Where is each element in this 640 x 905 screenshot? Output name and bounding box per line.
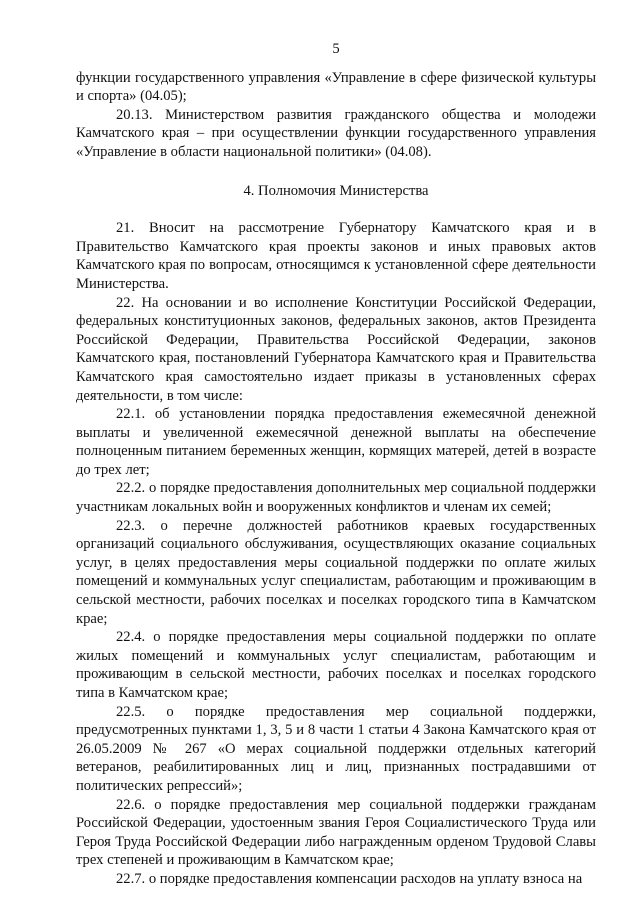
paragraph-continuation: функции государственного управления «Управление в сфере физической культуры и спорта» (04.05);: [76, 69, 596, 105]
paragraph-22-1: 22.1. об установлении порядка предоставления ежемесячной денежной выплаты и увеличенной ежемесячной денежной выплаты на обеспечение полноценным питанием беременных женщин, кормящих матерей, детей в возрасте до трех лет;: [76, 406, 596, 478]
paragraph-22-7: 22.7. о порядке предоставления компенсации расходов на уплату взноса на: [116, 870, 583, 887]
section-title: 4. Полномочия Министерства: [243, 182, 429, 199]
paragraph-22-5: 22.5. о порядке предоставления мер социальной поддержки, предусмотренных пунктами 1, 3, 5 и 8 части 1 статьи 4 Закона Камчатского края от 26.05.2009 № 267 «О мерах социальной поддержки отдельных категорий ветеранов, реабилитированных лиц и лиц, признанных пострадавшими от политических репрессий»;: [76, 703, 596, 794]
paragraph-22-6: 22.6. о порядке предоставления мер социальной поддержки гражданам Российской Федерации, удостоенным звания Героя Социалистического Труда или Героя Труда Российской Федерации либо награжденным орденом Трудовой Славы трех степеней и проживающим в Камчатском крае;: [76, 796, 596, 869]
paragraph-22-3: 22.3. о перечне должностей работников краевых государственных организаций социального обслуживания, осуществляющих оказание социальных услуг, в целях предоставления меры социальной поддержки по оплате жилых помещений и коммунальных услуг специалистам, работающим и проживающим в сельской местности, рабочих поселках и поселках городского типа в Камчатском крае;: [76, 517, 596, 627]
document-page: [76, 40, 596, 889]
page-number: 5: [332, 41, 340, 57]
paragraph-22-2: 22.2. о порядке предоставления дополнительных мер социальной поддержки участникам локальных войн и вооруженных конфликтов и членам их семей;: [76, 480, 596, 516]
paragraph-21: 21. Вносит на рассмотрение Губернатору Камчатского края и в Правительство Камчатского края проекты законов и иных правовых актов Камчатского края по вопросам, относящимся к установленной сфере деятельности Министерства.: [76, 220, 596, 292]
paragraph-20-13: 20.13. Министерством развития гражданского общества и молодежи Камчатского края – при осуществлении функции государственного управления «Управление в области национальной политики» (04.08).: [76, 106, 596, 160]
paragraph-22: 22. На основании и во исполнение Конституции Российской Федерации, федеральных конституционных законов, федеральных законов, актов Президента Российской Федерации, Правительства Российской Федерации, законов Камчатского края, постановлений Губернатора Камчатского края и Правительства Камчатского края самостоятельно издает приказы в установленных сферах деятельности, в том числе:: [76, 294, 596, 404]
paragraph-22-4: 22.4. о порядке предоставления меры социальной поддержки по оплате жилых помещений и коммунальных услуг специалистам, работающим и проживающим в сельской местности, рабочих поселках и поселках городского типа в Камчатском крае;: [76, 629, 596, 701]
